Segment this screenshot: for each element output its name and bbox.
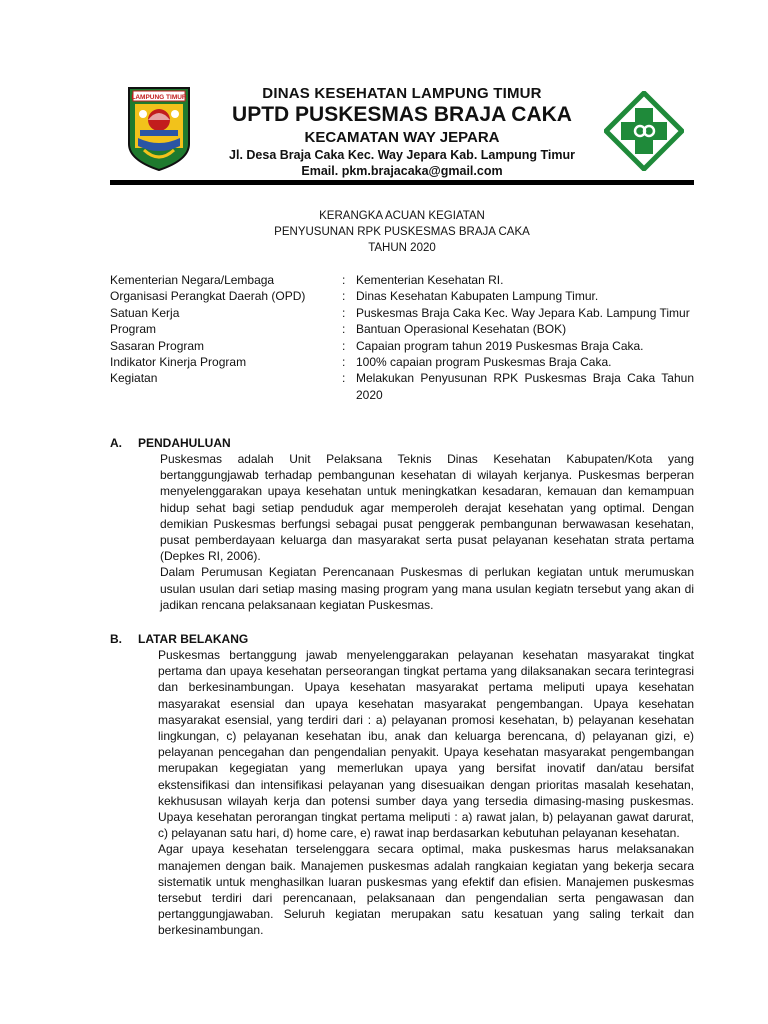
section-title: LATAR BELAKANG	[138, 632, 249, 646]
unit-name: UPTD PUSKESMAS BRAJA CAKA	[232, 103, 572, 126]
info-label: Satuan Kerja	[110, 305, 180, 320]
info-value: Puskesmas Braja Caka Kec. Way Jepara Kab. Lampung Timur	[356, 305, 690, 320]
info-label: Organisasi Perangkat Daerah (OPD)	[110, 289, 306, 304]
info-table	[110, 272, 694, 403]
info-label: Indikator Kinerja Program	[110, 355, 247, 370]
emblem-text: LAMPUNG TIMUR	[131, 94, 187, 101]
info-value: Capaian program tahun 2019 Puskesmas Braja Caka.	[356, 338, 644, 353]
section-number: B.	[110, 632, 122, 646]
info-row	[110, 354, 694, 370]
document-title	[110, 208, 694, 256]
info-value: 100% capaian program Puskesmas Braja Caka.	[356, 355, 612, 370]
section-b-body	[158, 647, 694, 939]
info-colon: :	[342, 371, 346, 386]
address-line: Jl. Desa Braja Caka Kec. Way Jepara Kab. Lampung Timur	[229, 148, 575, 162]
info-label: Program	[110, 322, 157, 337]
paragraph: Dalam Perumusan Kegiatan Perencanaan Puskesmas di perlukan kegiatan untuk merumuskan usulan usulan dari setiap masing masing program yang mana usulan kegiatn tersebut yang akan di jadikan rencana pelaksanaan kegiatan Puskesmas.	[160, 565, 694, 612]
info-row	[110, 321, 694, 337]
info-row	[110, 272, 694, 288]
info-colon: :	[342, 322, 346, 337]
info-colon: :	[342, 289, 346, 304]
info-label: Sasaran Program	[110, 338, 205, 353]
email-line: Email. pkm.brajacaka@gmail.com	[301, 164, 503, 178]
info-colon: :	[342, 273, 346, 287]
info-value: Kementerian Kesehatan RI.	[356, 273, 504, 287]
info-colon: :	[342, 338, 346, 353]
paragraph: Agar upaya kesehatan terselenggara secara optimal, maka puskesmas harus melaksanakan manajemen dengan baik. Manajemen puskesmas adalah rangkaian kegiatan yang bekerja secara sistematik untuk menghasilkan luaran puskesmas yang efektif dan efisien. Manajemen puskesmas tersebut terdiri dari perencanaan, pelaksanaan dan pengendalian serta pengawasan dan pertanggungjawaban. Seluruh kegiatan merupakan satu kesatuan yang saling terkait dan berkesinambungan.	[158, 842, 694, 938]
letterhead	[200, 84, 604, 179]
letterhead-divider	[110, 180, 694, 185]
regency-emblem-icon	[126, 86, 192, 172]
title-line-3: TAHUN 2020	[368, 242, 436, 254]
title-line-2: PENYUSUNAN RPK PUSKESMAS BRAJA CAKA	[274, 226, 530, 238]
district-name: KECAMATAN WAY JEPARA	[304, 129, 500, 146]
info-row	[110, 305, 694, 321]
section-title: PENDAHULUAN	[138, 436, 231, 450]
section-number: A.	[110, 436, 122, 450]
section-b-heading	[110, 631, 248, 647]
section-a-heading	[110, 435, 231, 451]
info-label: Kementerian Negara/Lembaga	[110, 273, 275, 287]
info-value: Dinas Kesehatan Kabupaten Lampung Timur.	[356, 289, 599, 304]
info-label: Kegiatan	[110, 371, 158, 386]
section-a-body	[160, 451, 694, 613]
info-row	[110, 338, 694, 354]
info-colon: :	[342, 355, 346, 370]
title-line-1: KERANGKA ACUAN KEGIATAN	[319, 210, 485, 222]
puskesmas-cross-icon	[604, 91, 684, 171]
info-row	[110, 370, 694, 403]
agency-name: DINAS KESEHATAN LAMPUNG TIMUR	[262, 85, 542, 102]
info-value: Bantuan Operasional Kesehatan (BOK)	[356, 322, 567, 337]
info-value: Melakukan Penyusunan RPK Puskesmas Braja Caka Tahun 2020	[356, 371, 694, 402]
paragraph: Puskesmas bertanggung jawab menyelenggarakan pelayanan kesehatan masyarakat tingkat pertama dan upaya kesehatan perseorangan tingkat pertama yang dilaksanakan secara terintegrasi dan berkesinambungan. Upaya kesehatan masyarakat pertama meliputi upaya kesehatan masyarakat esensial dan upaya kesehatan masyarakat pengembangan. Upaya kesehatan masyarakat esensial, yang terdiri dari : a) pelayanan promosi kesehatan, b) pelayanan kesehatan lingkungan, c) pelayanan kesehatan ibu, anak dan keluarga berencana, d) pelayanan gizi, e) pelayanan pencegahan dan pengendalian penyakit. Upaya kesehatan masyarakat pengembangan merupakan kegegiatan yang memerlukan upaya yang bersifat inovatif dan/atau bersifat ekstensifikasi dan intensifikasi pelayanan yang disesuaikan dengan prioritas masalah kesehatan, kekhususan wilayah kerja dan potensi sumber daya yang tersedia dimasing-masing puskesmas. Upaya kesehatan perorangan tingkat pertama meliputi : a) rawat jalan, b) pelayanan gawat darurat, c) pelayanan satu hari, d) home care, e) rawat inap berdasarkan kebutuhan pelayanan kesehatan.	[158, 648, 694, 841]
info-row	[110, 288, 694, 304]
paragraph: Puskesmas adalah Unit Pelaksana Teknis Dinas Kesehatan Kabupaten/Kota yang bertanggungjawab terhadap pembangunan kesehatan di wilayah kerjanya. Puskesmas berperan menyelenggarakan upaya kesehatan untuk meningkatkan kesadaran, kemauan dan kemampuan hidup sehat bagi setiap penduduk agar memperoleh derajat kesehatan yang optimal. Dengan demikian Puskesmas berfungsi sebagai pusat penggerak pembangunan berwawasan kesehatan, pusat pemberdayaan keluarga dan masyarakat serta pusat pelayanan kesehatan strata pertama (Depkes RI, 2006).	[160, 452, 694, 564]
info-colon: :	[342, 305, 346, 320]
